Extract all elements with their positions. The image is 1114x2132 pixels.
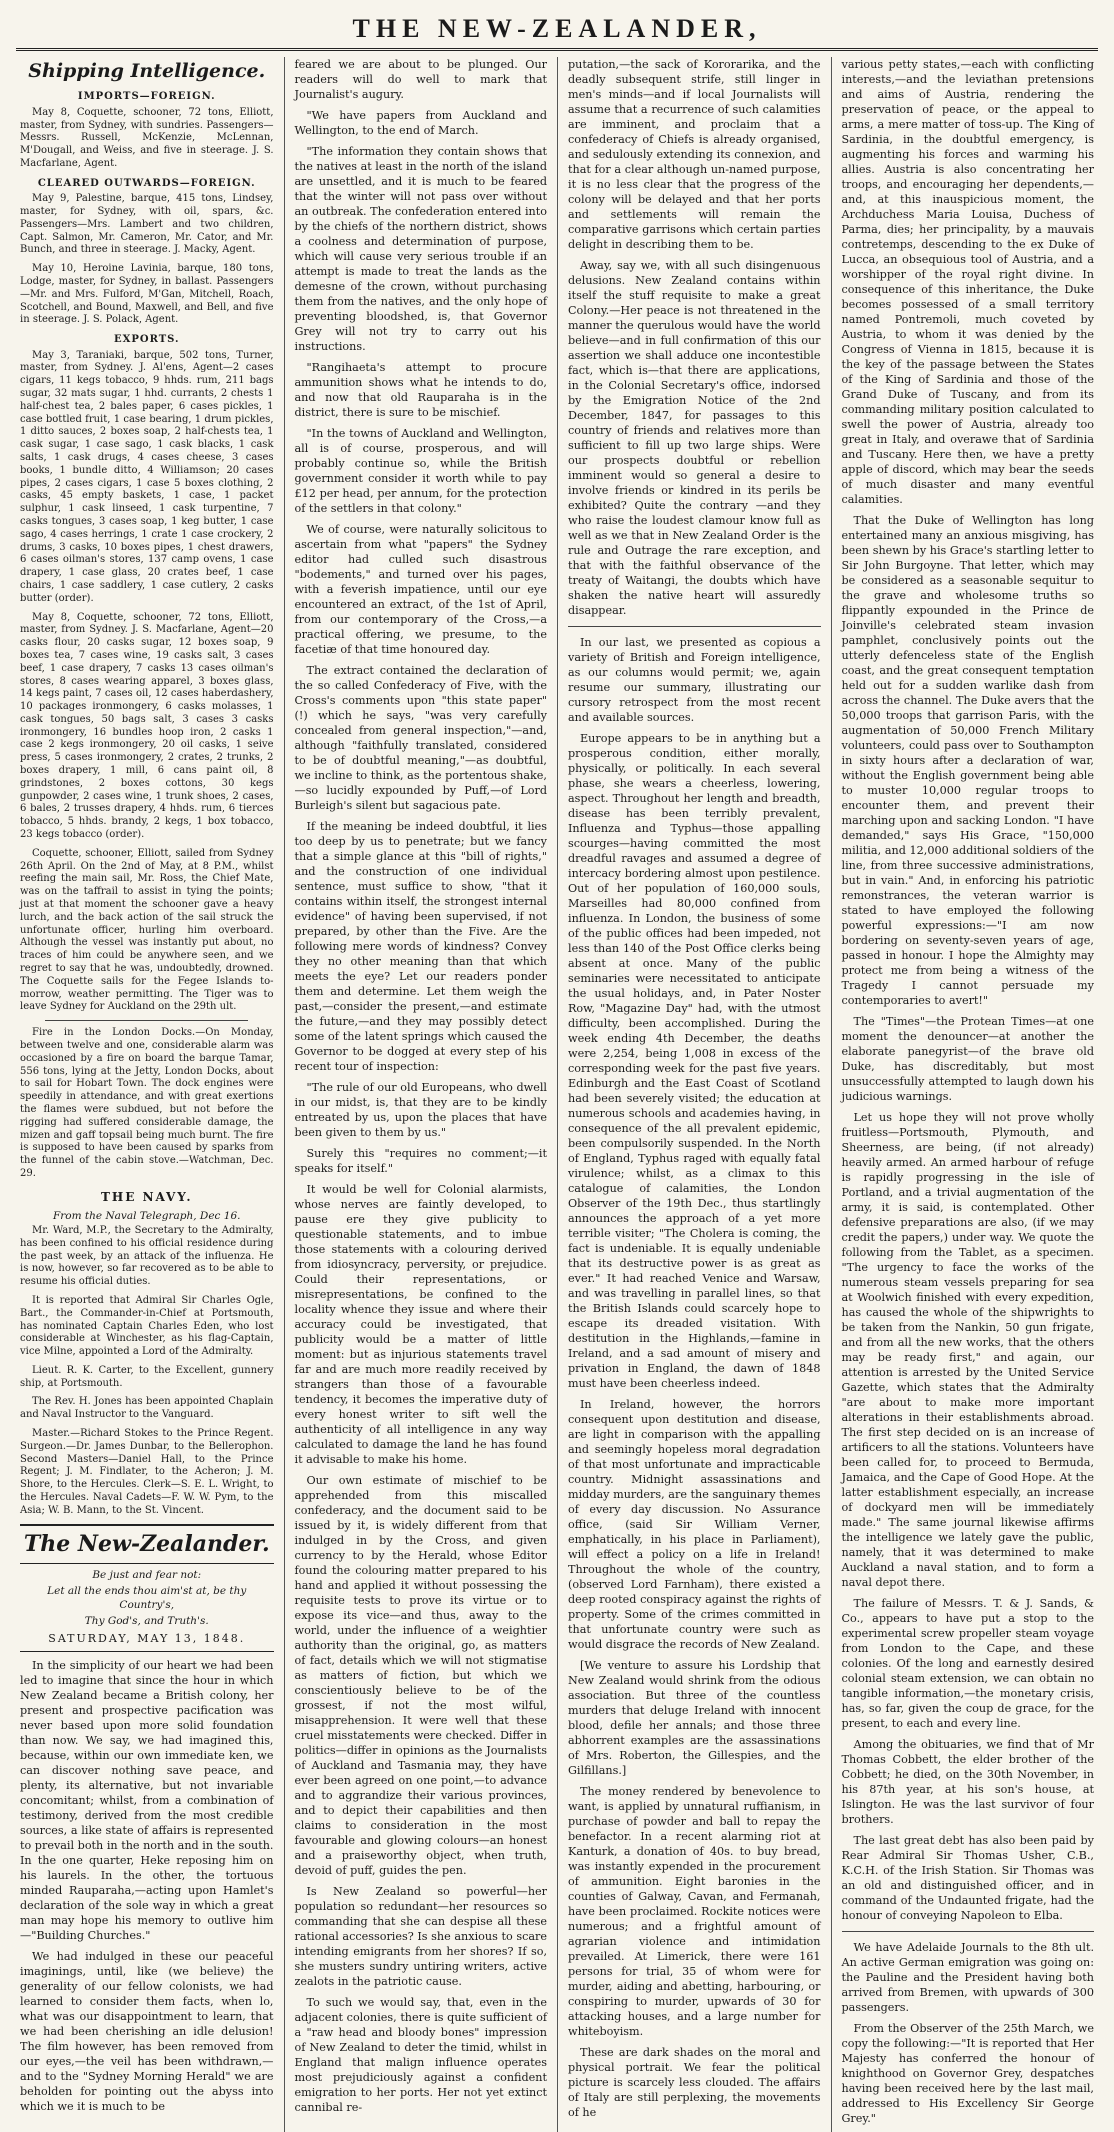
article-paragraph: If the meaning be indeed doubtful, it lies too deep by us to penetrate; but we fancy that a simple glance at this "bill of rights," and the construction of one individual sentence, must suffice to show, "that it contains within itself, the strongest internal evidence" of having been supervised, if not prepared, by other than the Five. Are the following mere words of kindness? Convey they no other meaning than that which meets the eye? Let our readers ponder them and determine. Let them weigh the past,—consider the present,—and estimate the future,—and they may possibly detect some of the latent springs which caused the Governor to be dogged at every step of his recent tour of inspection: (294, 820, 547, 1073)
article-paragraph: From the Observer of the 25th March, we copy the following:—"It is reported that Her Majesty has conferred the honour of knighthood on Governor Grey, despatches having been received here by the last mail, addressed to His Excellency Sir George Grey." (841, 2022, 1094, 2125)
cleared-heading: CLEARED OUTWARDS—FOREIGN. (37, 177, 256, 189)
shipping-heading: Shipping Intelligence. (28, 60, 266, 82)
article-paragraph: It would be well for Colonial alarmists, whose nerves are faintly developed, to pause ere they give publicity to questionable statements, and to imbue those statements with a colouring derived from idiosyncracy, perversity, or prejudice. Could their representations, or misrepresentations, be confined to the locality whence they issue and where their accuracy could be investigated, that publicity would be a matter of little moment: but as injurious statements travel far and are much more readily received by strangers than those of a favourable tendency, it becomes the imperative duty of every honest writer to sift well the authenticity of all intelligence in any way calculated to damage the land he has found it advisable to make his home. (294, 1183, 547, 1466)
issue-date: SATURDAY, MAY 13, 1848. (20, 1632, 274, 1652)
article-paragraph: May 8, Coquette, schooner, 72 tons, Elliott, master, from Sydney, with sundries. Passengers—Messrs. Russell, McKenzie, McLennan, M'Dougall, and Weiss, and five in steerage. J. S. Macfarlane, Agent. (20, 106, 274, 170)
masthead: THE NEW-ZEALANDER, (352, 14, 762, 43)
article-paragraph: The Rev. H. Jones has been appointed Chaplain and Naval Instructor to the Vanguard. (20, 1396, 274, 1421)
divider (45, 1020, 248, 1021)
article-paragraph: Among the obituaries, we find that of Mr Thomas Cobbett, the elder brother of the Cobbett; he died, on the 30th November, in his 87th year, at his son's house, at Islington. He was the last survivor of four brothers. (841, 1738, 1094, 1826)
article-paragraph: The last great debt has also been paid by Rear Admiral Sir Thomas Usher, C.B., K.C.H. of the Irish Station. Sir Thomas was an old and distinguished officer, and in command of the Undaunted frigate, had the honour of conveying Napoleon to Elba. (841, 1834, 1094, 1922)
article-paragraph: [We venture to assure his Lordship that New Zealand would shrink from the odious association. But three of the countless murders that deluge Ireland with innocent blood, defile her annals; and those three abhorrent examples are the assassinations of Mrs. Roberton, the Gillespies, and the Gilfillans.] (568, 1659, 821, 1777)
article-paragraph: Lieut. R. K. Carter, to the Excellent, gunnery ship, at Portsmouth. (20, 1364, 274, 1389)
divider (568, 626, 821, 627)
article-paragraph: May 3, Taraniaki, barque, 502 tons, Turner, master, from Sydney. J. Al'ens, Agent—2 cases cigars, 11 kegs tobacco, 9 hhds. rum, 211 bags sugar, 32 mats sugar, 1 hhd. currants, 2 chests 1 half-chest tea, 2 bales paper, 6 cases pickles, 1 case bottled fruit, 1 case bearing, 1 drum pickles, 1 ditto sauces, 2 boxes soap, 2 half-chests tea, 1 cask sugar, 1 case sago, 1 cask blacks, 1 cask salts, 1 cask drugs, 4 cases cheese, 3 cases books, 1 bundle ditto, 4 Williamson; 20 cases pipes, 2 cases cigars, 1 case 5 boxes clothing, 2 casks, 45 empty baskets, 1 case, 1 packet sulphur, 1 cask linseed, 1 cask turpentine, 7 casks tongues, 3 cases soap, 1 keg butter, 1 case sago, 4 cases herrings, 1 crate 1 case crockery, 2 drums, 3 casks, 10 boxes pipes, 1 chest drawers, 6 cases oilman's stores, 137 camp ovens, 1 case drapery, 1 case glass, 20 crates beef, 1 case chairs, 1 case saddlery, 1 case cutlery, 2 casks butter (order). (20, 349, 274, 604)
divider (842, 1931, 1095, 1932)
columns (10, 57, 1104, 2125)
navy-heading: THE NAVY. (100, 1189, 193, 1204)
article-paragraph: In Ireland, however, the horrors consequent upon destitution and disease, are light in comparison with the appalling and seemingly hopeless moral degradation of that most unfortunate and impracticable country. Midnight assassinations and midday murders, are the sanguinary themes of every day discussion. No Assurance office, (said Sir William Verner, emphatically, in his place in Parliament), will effect a policy on a life in Ireland! Throughout the whole of the country, (observed Lord Farnham), there existed a deep rooted conspiracy against the rights of property. Some of the crimes committed in that unfortunate country were such as would disgrace the records of New Zealand. (568, 1398, 821, 1651)
paper-title: The New-Zealander. (20, 1524, 274, 1564)
article-paragraph: We had indulged in these our peaceful imaginings, until, like (we believe) the generality of our fellow colonists, we had learned to consider them facts, when lo, what was our disappointment to learn, that we had been cherishing an idle delusion! The film however, has been removed from our eyes,—the veil has been withdrawn,—and to the "Sydney Morning Herald" we are beholden for pointing out the abyss into which we it is much to be (20, 1950, 274, 2114)
exports-heading: EXPORTS. (113, 334, 180, 346)
article-paragraph: "The information they contain shows that the natives at least in the north of the island are unsettled, and it is much to be feared that the winter will not pass over without an outbreak. The confederation entered into by the chiefs of the northern district, shows a coolness and determination of purpose, which will cause very serious trouble if an attempt is made to treat the lands as the demesne of the crown, without purchasing them from the natives, and the only hope of preventing bloodshed, is, that Governor Grey will not try to carry out his instructions. (294, 145, 547, 353)
article-paragraph: Surely this "requires no comment;—it speaks for itself." (294, 1147, 547, 1175)
column-1 (10, 57, 284, 2132)
column-3 (557, 57, 831, 2132)
article-paragraph: These are dark shades on the moral and physical portrait. We fear the political picture is scarcely less clouded. The affairs of Italy are still perplexing, the movements of he (568, 2046, 821, 2119)
article-paragraph: The "Times"—the Protean Times—at one moment the denouncer—at another the elaborate panegyrist—of the brave old Duke, has discreditably, but most unsuccessfully attempted to laugh down his judicious warnings. (841, 1015, 1094, 1103)
article-paragraph: That the Duke of Wellington has long entertained many an anxious misgiving, has been shewn by his Grace's startling letter to Sir John Burgoyne. That letter, which may be considered as a seasonable sequitur to the grave and wholesome truths so flippantly expounded in the Prince de Joinville's celebrated steam invasion pamphlet, conclusively points out the utterly defenceless state of the English coast, and the great consequent temptation held out for a sudden warlike dash from across the channel. The Duke avers that the 50,000 troops that garrison Paris, with the augmentation of 50,000 French Military volunteers, could pass over to Southampton in sixty hours after a declaration of war, without the English government being able to muster 10,000 regular troops to encounter them, and prevent their marching upon and sacking London. "I have demanded," says His Grace, "150,000 militia, and 12,000 additional soldiers of the line, from three successive administrations, but in vain." And, in enforcing his patriotic remonstrances, the veteran warrior is stated to have employed the following powerful expressions:—"I am now bordering on seventy-seven years of age, passed in honour. I hope the Almighty may protect me from being a witness of the Tragedy I cannot persuade my contemporaries to avert!" (841, 514, 1094, 1007)
article-paragraph: "Rangihaeta's attempt to procure ammunition shows what he intends to do, and now that old Rauparaha is in the district, there is sure to be mischief. (294, 361, 547, 419)
column-2 (284, 57, 558, 2132)
article-paragraph: Away, say we, with all such disingenuous delusions. New Zealand contains within itself the stuff requisite to make a great Colony.—Her peace is not threatened in the manner the querulous would have the world believe—and in full confirmation of this our assertion we shall adduce one incontestible fact, which is—that there are applications, in the Colonial Secretary's office, indorsed by the Emigration Notice of the 2nd December, 1847, for passages to this country of friends and relatives more than sufficient to fill up two large ships. Were our prospects doubtful or rebellion imminent would so general a desire to involve friends or kindred in its perils be exhibited? Quite the contrary —and they who raise the loudest clamour know full as well as we that in New Zealand Order is the rule and Outrage the rare exception, and that with the faithful observance of the treaty of Waitangi, the doubts which have shaken the native heart will assuredly disappear. (568, 259, 821, 617)
article-paragraph: "We have papers from Auckland and Wellington, to the end of March. (294, 109, 547, 137)
article-paragraph: To such we would say, that, even in the adjacent colonies, there is quite sufficient of a "raw head and bloody bones" impression of New Zealand to deter the timid, whilst in England that malign influence operates most prejudiciously against a confident emigration to her ports. Her not yet extinct cannibal re- (294, 1996, 547, 2114)
article-paragraph: "In the towns of Auckland and Wellington, all is of course, prosperous, and will probably continue so, while the British government consider it worth while to pay £12 per head, per annum, for the protection of the settlers in that colony." (294, 427, 547, 515)
navy-source: From the Naval Telegraph, Dec 16. (53, 1209, 241, 1222)
motto-line: Be just and fear not: (92, 1569, 202, 1582)
article-paragraph: The money rendered by benevolence to want, is applied by unnatural ruffianism, in purchase of powder and ball to repay the benefactor. In a recent alarming riot at Kanturk, a donation of 40s. to buy bread, was instantly expended in the procurement of ammunition. Eight baronies in the counties of Galway, Cavan, and Fermanah, have been proclaimed. Rockite notices were numerous; and a frightful amount of agrarian violence and intimidation prevailed. At Limerick, there were 161 persons for trial, 35 of whom were for murder, aiding and abetting, harbouring, or conspiring to murder, upwards of 30 for attacking houses, and a large number for whiteboyism. (568, 1785, 821, 2038)
imports-heading: IMPORTS—FOREIGN. (77, 91, 216, 103)
article-paragraph: May 9, Palestine, barque, 415 tons, Lindsey, master, for Sydney, with oil, spars, &c. Passengers—Mrs. Lambert and two children, Capt. Salmon, Mr. Cameron, Mr. Cator, and Mr. Bunch, and three in steerage. J. Macky, Agent. (20, 193, 274, 256)
article-paragraph: Fire in the London Docks.—On Monday, between twelve and one, considerable alarm was occasioned by a fire on board the barque Tamar, 556 tons, lying at the Jetty, London Docks, about to sail for Hobart Town. The dock engines were speedily in attendance, and with great exertions the flames were subdued, but not before the rigging had suffered considerable damage, the mizen and gaff topsail being much burnt. The fire is supposed to have been caused by sparks from the funnel of the cabin stove.—Watchman, Dec. 29. (20, 1027, 274, 1179)
article-paragraph: We have Adelaide Journals to the 8th ult. An active German emigration was going on: the Pauline and the President having both arrived from Bremen, with upwards of 300 passengers. (841, 1941, 1094, 2014)
column-4 (831, 57, 1105, 2132)
article-paragraph: May 10, Heroine Lavinia, barque, 180 tons, Lodge, master, for Sydney, in ballast. Passengers—Mr. and Mrs. Fulford, M'Gan, Mitchell, Roach, Scotchell, and Bound, Maxwell, and Bell, and five in steerage. J. S. Polack, Agent. (20, 263, 274, 326)
article-paragraph: It is reported that Admiral Sir Charles Ogle, Bart., the Commander-in-Chief at Portsmouth, has nominated Captain Charles Eden, who lost considerable at Winchester, as his flag-Captain, vice Milne, appointed a Lord of the Admiralty. (20, 1294, 274, 1358)
article-paragraph: various petty states,—each with conflicting interests,—and the leviathan pretensions and aims of Austria, rendering the preservation of peace, or the appeal to arms, a mere matter of toss-up. The King of Sardinia, in the doubtful emergency, is augmenting his forces and warming his allies. Austria is also concentrating her troops, and encouraging her dependents,—and, at this inauspicious moment, the Archduchess Maria Louisa, Duchess of Parma, dies; her principality, by a mauvais contretemps, descending to the ex Duke of Lucca, an obsequious tool of Austria, and a worshipper of the royal right divine. In consequence of this inheritance, the Duke becomes possessed of a small territory named Pontremoli, much coveted by Austria, to whom it was denied by the Congress of Vienna in 1815, because it is the key of the passage between the States of the King of Sardinia and those of the Grand Duke of Tuscany, and from its commanding military position calculated to swell the power of Austria, already too great in Italy, and overawe that of Sardinia and Tuscany. Here then, we have a pretty apple of discord, which may bear the seeds of much disaster and many eventful calamities. (841, 58, 1094, 506)
article-paragraph: Let us hope they will not prove wholly fruitless—Portsmouth, Plymouth, and Sheerness, are being, (if not already) heavily armed. An armed harbour of refuge is rapidly progressing in the isle of Portland, and a trivial augmentation of the army, it is said, is contemplated. Other defensive preparations are also, (if we may credit the papers,) under way. We quote the following from the Tablet, as a specimen. "The urgency to face the works of the numerous steam vessels preparing for sea at Woolwich finished with every expedition, has caused the whole of the shipwrights to be taken from the Nankin, 50 gun frigate, and from all the new works, that the others may be ready first," and again, our attention is arrested by the United Service Gazette, which states that the Admiralty "are about to make more important alterations in their establishments abroad. The first step decided on is an increase of artificers to all the stations. Volunteers have been called for, to proceed to Bermuda, Jamaica, and the Cape of Good Hope. At the latter establishment especially, an increase of dockyard men will be immediately made." The same journal likewise affirms the intelligence we lately gave the public, namely, that it was determined to make Auckland a naval station, and to form a naval depot there. (841, 1111, 1094, 1589)
article-paragraph: The failure of Messrs. T. & J. Sands, & Co., appears to have put a stop to the experimental screw propeller steam voyage from London to the Cape, and these colonies. Of the long and earnestly desired colonial steam extension, we can obtain no tangible information,—the monetary crisis, has, so far, given the coup de grace, for the present, to each and every line. (841, 1597, 1094, 1730)
article-paragraph: The extract contained the declaration of the so called Confederacy of Five, with the Cross's comments upon "this state paper" (!) which he says, "was very carefully concealed from general inspection,"—and, although "faithfully translated, considered to be of doubtful meaning,"—as doubtful, we incline to think, as the portentous shake,—so lucidly expounded by Puff,—of Lord Burleigh's silent but sagacious pate. (294, 664, 547, 812)
motto-line: Thy God's, and Truth's. (84, 1615, 209, 1628)
article-paragraph: May 8, Coquette, schooner, 72 tons, Elliott, master, from Sydney. J. S. Macfarlane, Agent—20 casks flour, 20 casks sugar, 12 boxes soap, 9 boxes tea, 7 cases wine, 19 casks salt, 3 cases beef, 1 case drapery, 7 casks 13 cases oilman's stores, 8 cases wearing apparel, 3 boxes glass, 14 kegs paint, 7 cases oil, 12 cases haberdashery, 10 packages ironmongery, 6 casks molasses, 1 cask tongues, 50 bags salt, 3 cases 3 casks ironmongery, 16 bundles hoop iron, 2 casks 1 case 2 kegs ironmongery, 20 oil casks, 1 seive press, 5 cases ironmongery, 2 crates, 2 trunks, 2 boxes drapery, 1 mill, 6 cans paint oil, 8 grindstones, 2 boxes cottons, 30 kegs gunpowder, 2 cases wine, 1 trunk shoes, 2 cases, 6 bales, 2 trusses drapery, 4 hhds. rum, 6 tierces tobacco, 5 hhds. brandy, 2 kegs, 1 box tobacco, 23 kegs tobacco (order). (20, 611, 274, 841)
article-paragraph: In our last, we presented as copious a variety of British and Foreign intelligence, as our columns would permit; we, again resume our summary, illustrating our cursory retrospect from the most recent and available sources. (568, 636, 821, 724)
article-paragraph: feared we are about to be plunged. Our readers will do well to mark that Journalist's augury. (294, 58, 547, 101)
motto-line: Let all the ends thou aim'st at, be thy Country's, (47, 1585, 247, 1612)
article-paragraph: Coquette, schooner, Elliott, sailed from Sydney 26th April. On the 2nd of May, at 8 P.M., whilst reefing the main sail, Mr. Ross, the Chief Mate, was on the taffrail to assist in tying the points; just at that moment the schooner gave a heavy lurch, and the back action of the sail struck the unfortunate officer, hurling him overboard. Although the vessel was instantly put about, no traces of him could be anywhere seen, and we regret to say that he was, undoubtedly, drowned. The Coquette sails for the Fegee Islands to-morrow, weather permitting. The Tiger was to leave Sydney for Auckland on the 29th ult. (20, 847, 274, 1013)
article-paragraph: "The rule of our old Europeans, who dwell in our midst, is, that they are to be kindly entreated by us, upon the places that have been given to them by us." (294, 1081, 547, 1139)
article-paragraph: putation,—the sack of Kororarika, and the deadly subsequent strife, still linger in men's minds—and if local Journalists will assume that a recurrence of such calamities are imminent, and proclaim that a confederacy of Chiefs is already organised, and sedulously extending its connexion, and that for a clear although un-named purpose, it is no less clear that the progress of the colony will be delayed and that her ports and settlements will remain the comparative garrisons which certain parties delight in describing them to be. (568, 58, 821, 251)
article-paragraph: In the simplicity of our heart we had been led to imagine that since the hour in which New Zealand became a British colony, her present and prospective pacification was never based upon more solid foundation than now. We say, we had imagined this, because, within our own immediate ken, we can discover nothing save peace, and plenty, its alternative, but not invariable concomitant; whilst, from a combination of testimony, derived from the most credible sources, a like state of affairs is represented to prevail both in the north and in the south. In the one quarter, Heke reposing him on his laurels. In the other, the tortuous minded Rauparaha,—acting upon Hamlet's declaration of the sole way in which a great man may hope his memory to outlive him—"Building Churches." (20, 1659, 274, 1943)
article-paragraph: Mr. Ward, M.P., the Secretary to the Admiralty, has been confined to his official residence during the past week, by an attack of the influenza. He is now, however, so far recovered as to be able to resume his official duties. (20, 1224, 274, 1288)
article-paragraph: We of course, were naturally solicitous to ascertain from what "papers" the Sydney editor had culled such disastrous "bodements," and turned over his pages, with a feverish impatience, until our eye encountered an extract, of the 1st of April, from our contemporary of the Cross,—a practical offering, we presume, to the facetiæ of that time honoured day. (294, 523, 547, 656)
masthead-rule (16, 48, 1098, 51)
article-paragraph: Our own estimate of mischief to be apprehended from this miscalled confederacy, and the document said to be issued by it, is widely different from that indulged in by the Cross, and given currency to by the Herald, whose Editor found the colouring matter prepared to his hand and applied it without possessing the requisite tests to prove its virtue or to expose its vice—and thus, away to the world, under the influence of a weightier authority than the original, go, as matters of fact, details which we will not stigmatise as matters of fiction, but which we conscientiously believe to be of the grossest, if not the most wilful, misapprehension. It were well that these cruel misstatements were checked. Differ in politics—differ in opinions as the Journalists of Auckland and Tasmania may, they have ever been agreed on one point,—to advance and to aggrandize their various provinces, and to depict their capabilities and then claims to consideration in the most favourable and glowing colours—an honest and a praiseworthy object, when truth, devoid of puff, guides the pen. (294, 1474, 547, 1877)
article-paragraph: Is New Zealand so powerful—her population so redundant—her resources so commanding that she can despise all these rational accessories? Is she anxious to scare intending emigrants from her shores? If so, she musters sundry untiring writers, active zealots in the patriotic cause. (294, 1885, 547, 1988)
article-paragraph: Master.—Richard Stokes to the Prince Regent. Surgeon.—Dr. James Dunbar, to the Bellerophon. Second Masters—Daniel Hall, to the Prince Regent; J. M. Findlater, to the Acheron; J. M. Shore, to the Hercules. Clerk—S. E. L. Wright, to the Hercules. Naval Cadets—F. W. W. Pym, to the Asia; W. B. Mann, to the St. Vincent. (20, 1428, 274, 1516)
article-paragraph: Europe appears to be in anything but a prosperous condition, either morally, physically, or politically. In each several phase, she wears a cheerless, lowering, aspect. Throughout her length and breadth, disease has been terribly prevalent, Influenza and Typhus—those appalling scourges—having committed the most dreadful ravages and assumed a degree of intercacy bordering almost upon pestilence. Out of her population of 160,000 souls, Marseilles had 80,000 confined from influenza. In London, the business of some of the public offices had been impeded, not less than 140 of the Post Office clerks being absent at once. Many of the public seminaries were necessitated to anticipate the usual holidays, and, in Pater Noster Row, "Magazine Day" had, with the utmost difficulty, been accomplished. During the week ending 4th December, the deaths were 2,254, being 1,008 in excess of the corresponding week for the past five years. Edinburgh and the East Coast of Scotland had been severely visited; the education at numerous schools and academies having, in consequence of the all prevalent epidemic, been compulsorily suspended. In the North of England, Typhus raged with equally fatal virulence; whilst, as a climax to this catalogue of calamities, the London Observer of the 19th Dec., thus startlingly announces the approach of a yet more terrible visiter; "The Cholera is coming, the fact is undeniable. It is equally undeniable that its destructive power is as great as ever." It had reached Venice and Warsaw, and was travelling in parallel lines, so that the British Islands could scarcely hope to escape its dreaded visitation. With destitution in the Highlands,—famine in Ireland, and a sad amount of misery and privation in England, the dawn of 1848 must have been cheerless indeed. (568, 732, 821, 1390)
